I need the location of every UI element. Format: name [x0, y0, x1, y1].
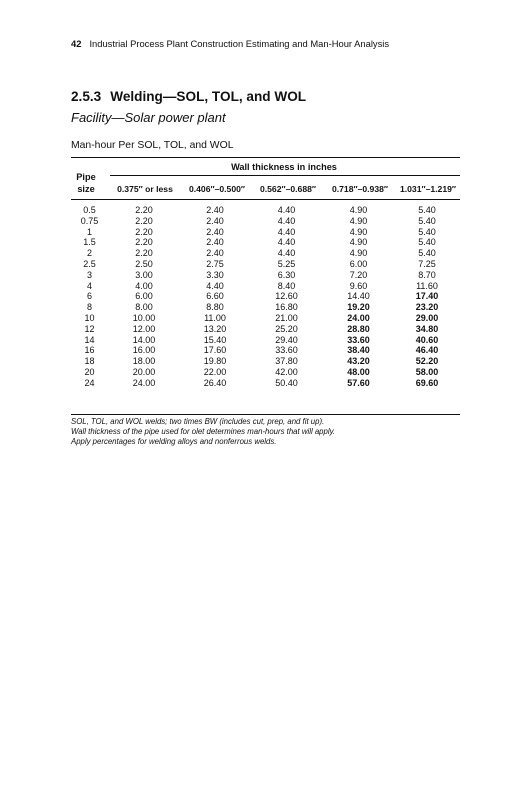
table-row [71, 281, 460, 292]
man-hour-table [71, 205, 460, 389]
pipe-size-cell: 3 [86, 269, 92, 280]
note-line: Apply percentages for welding alloys and nonferrous welds. [71, 437, 277, 446]
man-hour-cell: 25.20 [275, 323, 298, 334]
pipe-size-cell: 1 [86, 226, 92, 237]
man-hour-cell: 43.20 [347, 356, 370, 367]
man-hour-cell: 7.25 [418, 258, 436, 269]
column-header: 1.031″–1.219″ [399, 184, 457, 194]
man-hour-cell: 10.00 [132, 312, 156, 323]
man-hour-cell: 2.20 [135, 215, 153, 226]
man-hour-cell: 6.00 [135, 291, 153, 302]
man-hour-cell: 4.90 [349, 205, 368, 215]
man-hour-cell: 2.20 [135, 248, 153, 259]
pipe-size-cell: 16 [84, 345, 95, 356]
man-hour-cell: 19.20 [347, 302, 370, 313]
man-hour-cell: 33.60 [347, 334, 370, 345]
pipe-size-cell: 8 [86, 302, 92, 313]
table-top-rule [71, 157, 460, 158]
pipe-size-cell: 2 [86, 248, 92, 259]
column-header: 0.375″ or less [117, 184, 173, 194]
table-row [71, 237, 460, 248]
man-hour-cell: 5.40 [418, 237, 436, 248]
pipe-size-cell: 10 [84, 312, 95, 323]
man-hour-cell: 6.60 [206, 291, 224, 302]
man-hour-cell: 4.40 [277, 248, 296, 259]
man-hour-cell: 8.70 [418, 269, 436, 280]
man-hour-cell: 14.40 [347, 291, 370, 302]
man-hour-cell: 4.40 [277, 205, 296, 215]
pipe-header-line2: size [77, 184, 95, 194]
man-hour-cell: 14.00 [132, 334, 156, 345]
man-hour-cell: 24.00 [132, 377, 156, 388]
man-hour-cell: 58.00 [415, 366, 439, 377]
man-hour-cell: 2.40 [206, 205, 224, 215]
table-row [71, 259, 460, 270]
man-hour-cell: 11.00 [204, 312, 226, 323]
section-number: 2.5.3 [71, 89, 102, 104]
table-row [71, 216, 460, 227]
pipe-size-cell: 0.5 [83, 205, 96, 215]
table-row [71, 313, 460, 324]
man-hour-cell: 50.40 [275, 377, 298, 388]
man-hour-cell: 5.40 [418, 226, 436, 237]
man-hour-cell: 4.90 [349, 215, 368, 226]
note-line: Wall thickness of the pipe used for olet determines man-hours that will apply. [71, 427, 336, 436]
man-hour-cell: 5.40 [418, 215, 436, 226]
column-header: 0.562″–0.688″ [259, 184, 317, 194]
man-hour-cell: 3.30 [206, 269, 224, 280]
man-hour-cell: 33.60 [275, 345, 298, 356]
man-hour-cell: 38.40 [347, 345, 370, 356]
section-title: Welding—SOL, TOL, and WOL [110, 89, 307, 104]
man-hour-cell: 40.60 [415, 334, 439, 345]
man-hour-cell: 8.80 [206, 302, 224, 313]
man-hour-cell: 4.40 [277, 237, 296, 248]
man-hour-cell: 17.40 [415, 291, 439, 302]
man-hour-cell: 13.20 [203, 323, 227, 334]
table-notes [71, 417, 471, 447]
table-bottom-rule [71, 414, 460, 415]
man-hour-cell: 23.20 [415, 302, 439, 313]
wall-thickness-rule [110, 175, 460, 176]
table-row [71, 227, 460, 238]
table-row [71, 356, 460, 367]
man-hour-cell: 2.40 [206, 215, 224, 226]
man-hour-cell: 22.00 [203, 366, 227, 377]
man-hour-cell: 2.20 [135, 226, 153, 237]
man-hour-cell: 69.60 [415, 377, 439, 388]
table-row [71, 302, 460, 313]
man-hour-cell: 6.00 [349, 258, 368, 269]
man-hour-cell: 28.80 [347, 323, 370, 334]
man-hour-cell: 2.20 [135, 237, 153, 248]
pipe-size-cell: 14 [84, 334, 95, 345]
man-hour-cell: 5.40 [418, 248, 436, 259]
column-header: 0.406″–0.500″ [188, 184, 246, 194]
wall-thickness-header: Wall thickness in inches [231, 162, 337, 172]
man-hour-cell: 6.30 [277, 269, 296, 280]
man-hour-cell: 12.60 [275, 291, 298, 302]
man-hour-cell: 17.60 [203, 345, 227, 356]
man-hour-cell: 16.80 [275, 302, 298, 313]
man-hour-cell: 4.40 [206, 280, 224, 291]
man-hour-cell: 5.25 [277, 258, 296, 269]
man-hour-cell: 8.40 [277, 280, 296, 291]
man-hour-cell: 26.40 [203, 377, 227, 388]
man-hour-cell: 9.60 [349, 280, 368, 291]
pipe-size-cell: 24 [84, 377, 95, 388]
man-hour-cell: 4.40 [277, 226, 296, 237]
man-hour-cell: 4.90 [349, 226, 368, 237]
table-row [71, 367, 460, 378]
man-hour-cell: 34.80 [415, 323, 439, 334]
man-hour-cell: 37.80 [275, 356, 298, 367]
man-hour-cell: 46.40 [415, 345, 439, 356]
man-hour-cell: 4.00 [135, 280, 153, 291]
man-hour-cell: 4.90 [349, 248, 368, 259]
pipe-header-line1: Pipe [76, 172, 96, 182]
table-caption: Man-hour Per SOL, TOL, and WOL [71, 140, 234, 151]
table-body [71, 205, 460, 389]
pipe-size-cell: 6 [86, 291, 92, 302]
man-hour-cell: 21.00 [275, 312, 298, 323]
section-heading [71, 89, 306, 104]
man-hour-cell: 29.00 [415, 312, 439, 323]
man-hour-cell: 11.60 [416, 280, 438, 291]
man-hour-cell: 29.40 [275, 334, 298, 345]
man-hour-cell: 15.40 [203, 334, 227, 345]
table-row [71, 248, 460, 259]
man-hour-cell: 52.20 [415, 356, 439, 367]
man-hour-cell: 2.50 [135, 258, 153, 269]
man-hour-cell: 2.40 [206, 248, 224, 259]
pipe-size-cell: 4 [86, 280, 92, 291]
man-hour-cell: 19.80 [203, 356, 227, 367]
man-hour-cell: 48.00 [347, 366, 370, 377]
man-hour-cell: 2.40 [206, 226, 224, 237]
man-hour-cell: 2.40 [206, 237, 224, 248]
pipe-size-cell: 0.75 [80, 215, 99, 226]
pipe-size-cell: 20 [84, 366, 95, 377]
table-header-rule [71, 199, 460, 200]
table-row [71, 291, 460, 302]
man-hour-cell: 24.00 [347, 312, 370, 323]
facility-subtitle: Facility—Solar power plant [71, 110, 226, 125]
table-row [71, 324, 460, 335]
table-row [71, 335, 460, 346]
page-number: 42 [71, 38, 82, 49]
man-hour-cell: 3.00 [135, 269, 153, 280]
pipe-size-cell: 2.5 [83, 258, 96, 269]
man-hour-cell: 8.00 [135, 302, 153, 313]
man-hour-cell: 42.00 [275, 366, 298, 377]
table-row [71, 345, 460, 356]
pipe-size-cell: 1.5 [83, 237, 96, 248]
man-hour-cell: 2.20 [135, 205, 153, 215]
table-row [71, 205, 460, 216]
man-hour-cell: 5.40 [418, 205, 436, 215]
man-hour-cell: 20.00 [132, 366, 156, 377]
man-hour-cell: 18.00 [132, 356, 156, 367]
man-hour-cell: 57.60 [347, 377, 370, 388]
man-hour-cell: 4.90 [349, 237, 368, 248]
man-hour-cell: 12.00 [132, 323, 156, 334]
man-hour-cell: 4.40 [277, 215, 296, 226]
man-hour-cell: 16.00 [132, 345, 156, 356]
book-title: Industrial Process Plant Construction Estimating and Man-Hour Analysis [89, 38, 390, 49]
running-header [71, 38, 389, 49]
table-row [71, 270, 460, 281]
table-row [71, 378, 460, 389]
man-hour-cell: 7.20 [349, 269, 368, 280]
note-line: SOL, TOL, and WOL welds; two times BW (includes cut, prep, and fit up). [71, 417, 325, 426]
man-hour-cell: 2.75 [206, 258, 224, 269]
column-header: 0.718″–0.938″ [331, 184, 389, 194]
pipe-size-cell: 18 [84, 356, 95, 367]
pipe-size-cell: 12 [84, 323, 95, 334]
